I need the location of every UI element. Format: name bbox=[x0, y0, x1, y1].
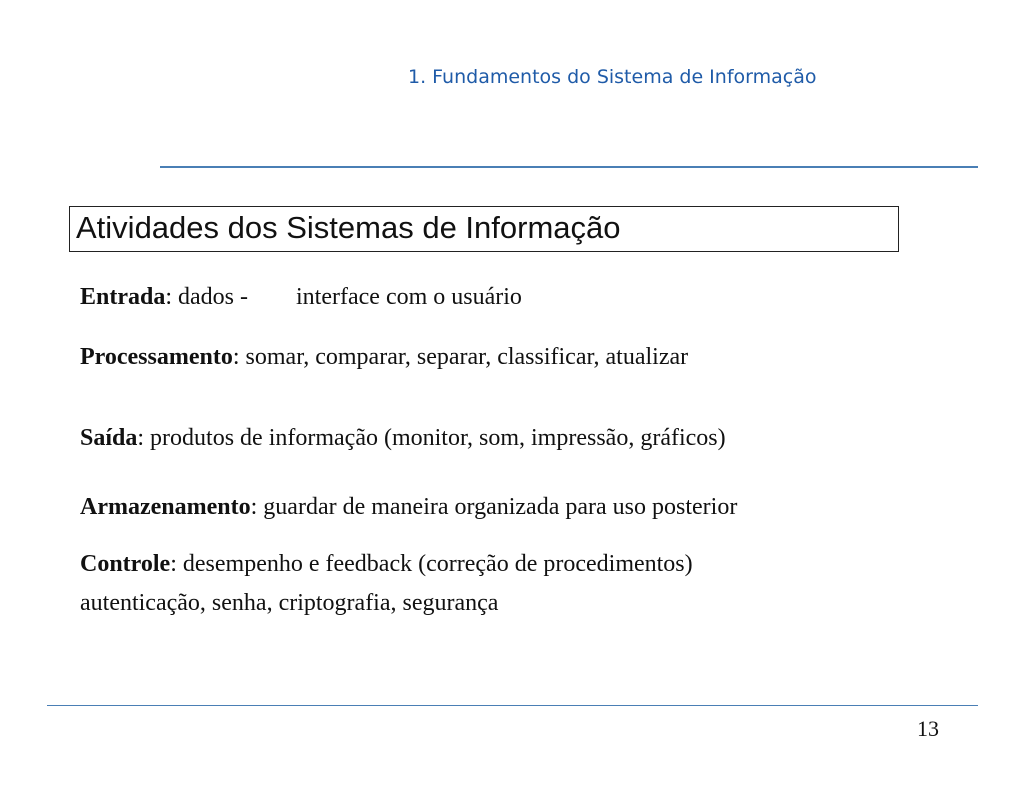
separator: : bbox=[250, 494, 264, 520]
page-number: 13 bbox=[917, 716, 939, 741]
slide-header-title: 1. Fundamentos do Sistema de Informação bbox=[408, 66, 817, 88]
armazenamento-text: guardar de maneira organizada para uso posterior bbox=[263, 494, 738, 520]
term-armazenamento: Armazenamento bbox=[80, 494, 251, 520]
term-saida: Saída bbox=[80, 425, 138, 451]
controle-text: desempenho e feedback (correção de procedimentos) bbox=[182, 551, 693, 577]
controle-continuation: autenticação, senha, criptografia, segurança bbox=[80, 590, 499, 616]
item-controle bbox=[80, 551, 693, 578]
separator: : bbox=[170, 551, 183, 577]
item-saida bbox=[80, 425, 726, 452]
section-heading-box bbox=[69, 206, 899, 252]
footer-divider bbox=[47, 705, 978, 706]
processamento-text: somar, comparar, separar, classificar, atualizar bbox=[245, 344, 689, 370]
item-entrada bbox=[80, 284, 522, 311]
separator: : bbox=[232, 344, 246, 370]
separator: : bbox=[137, 425, 151, 451]
section-heading: Atividades dos Sistemas de Informação bbox=[76, 210, 621, 245]
entrada-text-b: interface com o usuário bbox=[296, 284, 522, 310]
header-divider bbox=[160, 166, 978, 168]
item-armazenamento bbox=[80, 494, 737, 521]
saida-text: produtos de informação (monitor, som, impressão, gráficos) bbox=[150, 425, 726, 451]
separator: : bbox=[165, 284, 179, 310]
term-processamento: Processamento bbox=[80, 344, 233, 370]
item-processamento bbox=[80, 344, 688, 371]
term-entrada: Entrada bbox=[80, 284, 166, 310]
entrada-text-a: dados - bbox=[178, 284, 249, 310]
term-controle: Controle bbox=[80, 551, 171, 577]
